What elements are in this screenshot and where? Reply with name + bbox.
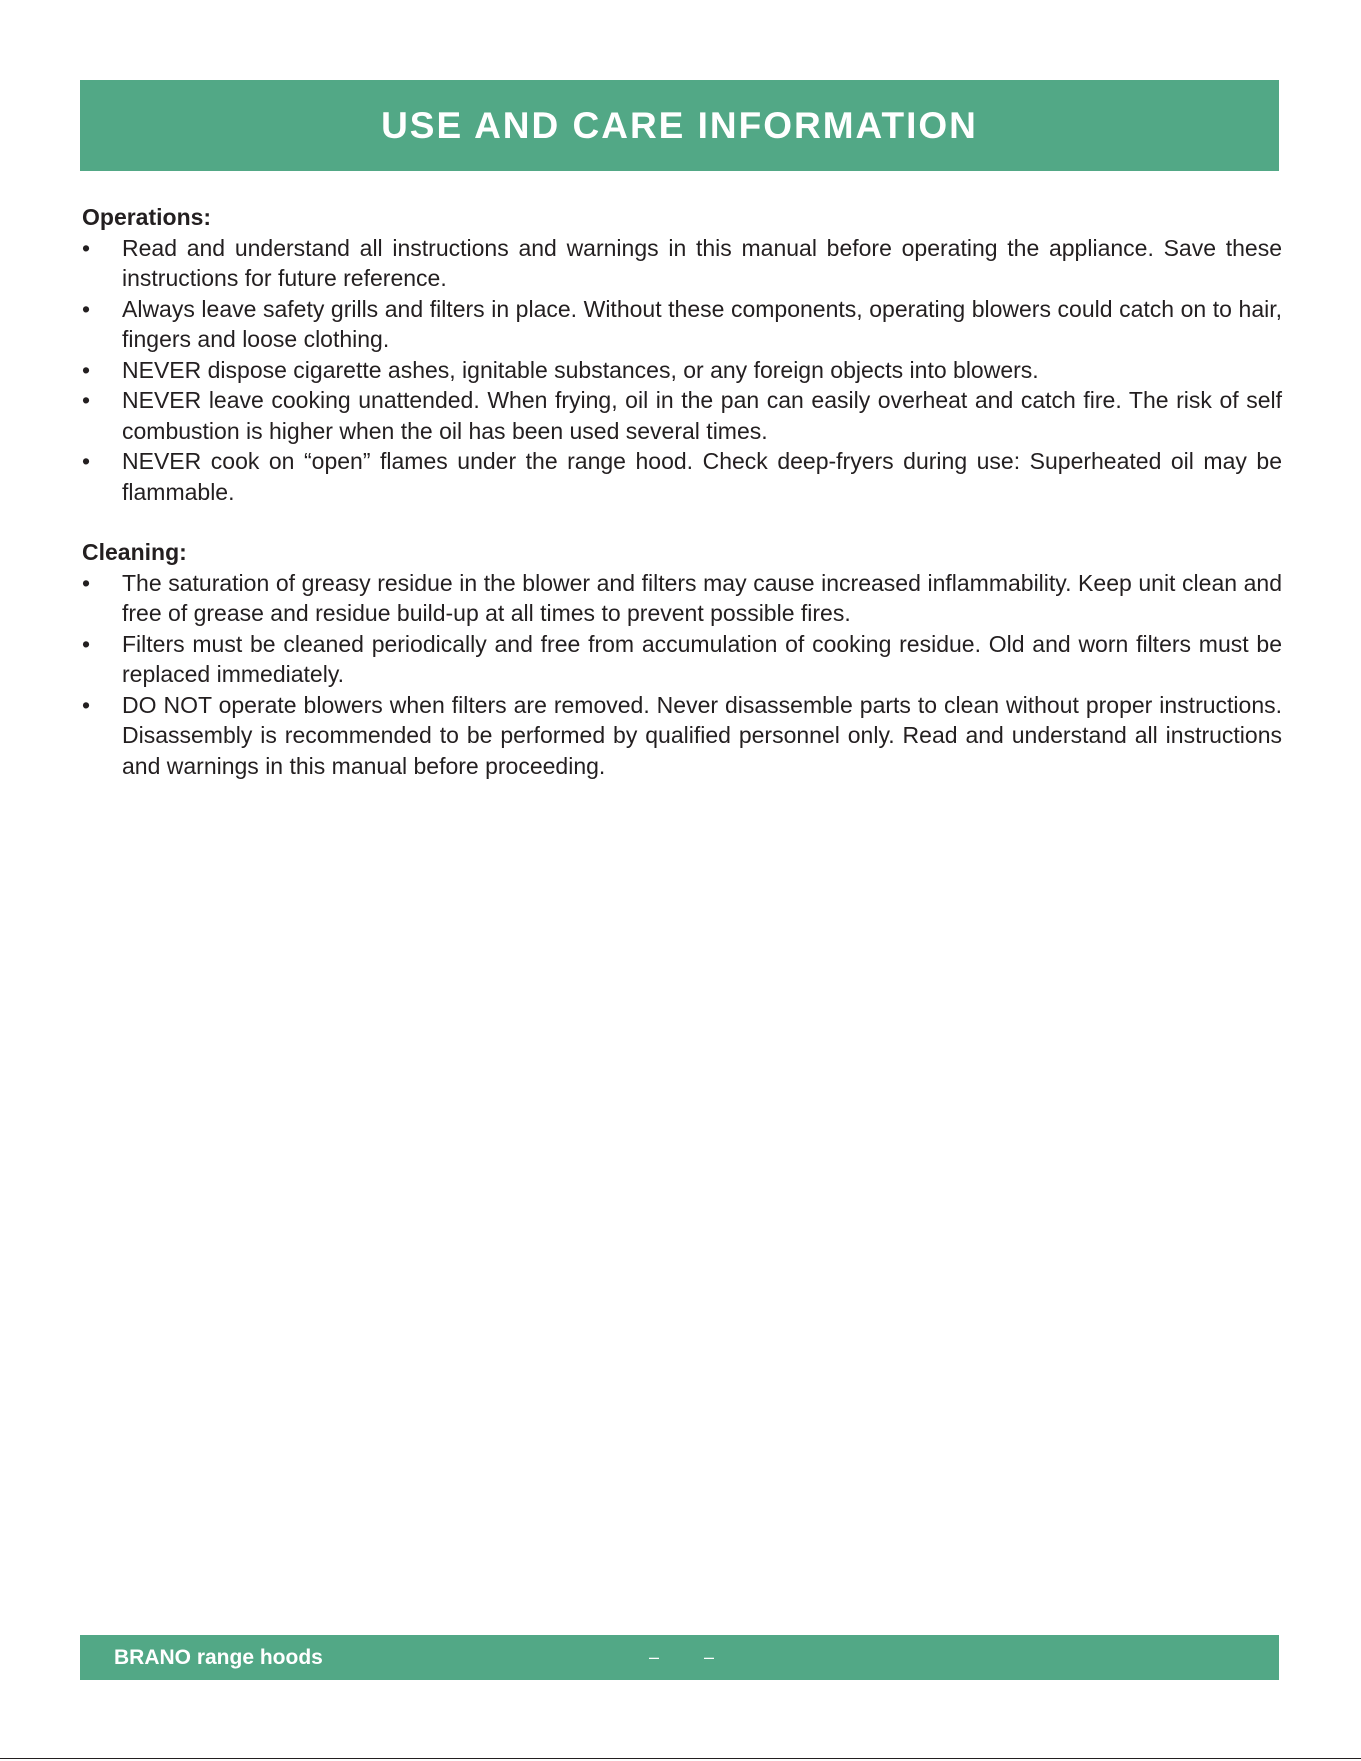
section-heading: Cleaning: (82, 539, 187, 565)
list-item (82, 355, 1282, 386)
list-item-text: DO NOT operate blowers when filters are removed. Never disassemble parts to clean without proper instructions. Disassembly is recommended to be performed by qualified personnel only. Read and understand all instructions and warnings in this manual before proceeding. (122, 691, 1282, 779)
section-heading: Operations: (82, 204, 212, 230)
list-item-text: Filters must be cleaned periodically and free from accumulation of cooking residue. Old and worn filters must be replaced immediately. (122, 630, 1282, 687)
document-body (82, 202, 1282, 811)
bullet-icon: • (82, 691, 91, 718)
bullet-icon: • (82, 630, 91, 657)
bullet-icon: • (82, 295, 91, 322)
bullet-list (82, 233, 1282, 508)
page-number-marker: – – (649, 1647, 735, 1667)
section-operations (82, 202, 1282, 507)
bullet-icon: • (82, 569, 91, 596)
bullet-icon: • (82, 448, 91, 474)
list-item (82, 446, 1282, 507)
bullet-icon: • (82, 387, 91, 413)
list-item-text: The saturation of greasy residue in the blower and filters may cause increased inflammability. Keep unit clean and free of grease and residue build-up at all times to prevent possible fires. (122, 569, 1282, 626)
footer-brand: BRANO range hoods (114, 1646, 323, 1669)
bullet-list (82, 568, 1282, 782)
list-item (82, 568, 1282, 629)
list-item-text: Always leave safety grills and filters in place. Without these components, operating blowers could catch on to hair, fingers and loose clothing. (122, 295, 1282, 352)
list-item-text: NEVER leave cooking unattended. When frying, oil in the pan can easily overheat and catch fire. The risk of self combustion is higher when the oil has been used several times. (122, 387, 1282, 444)
list-item (82, 690, 1282, 782)
header-band (80, 80, 1279, 171)
list-item-text: NEVER dispose cigarette ashes, ignitable substances, or any foreign objects into blowers. (122, 356, 1039, 383)
footer-band (80, 1635, 1279, 1680)
page-edge-divider (0, 1758, 1361, 1759)
section-cleaning (82, 537, 1282, 781)
list-item-text: Read and understand all instructions and warnings in this manual before operating the appliance. Save these instructions for future reference. (122, 234, 1282, 291)
page-title: USE AND CARE INFORMATION (381, 104, 978, 146)
list-item-text: NEVER cook on “open” flames under the range hood. Check deep-fryers during use: Superheated oil may be flammable. (122, 448, 1282, 505)
bullet-icon: • (82, 356, 91, 383)
list-item (82, 629, 1282, 690)
bullet-icon: • (82, 234, 91, 261)
list-item (82, 385, 1282, 446)
list-item (82, 233, 1282, 294)
list-item (82, 294, 1282, 355)
